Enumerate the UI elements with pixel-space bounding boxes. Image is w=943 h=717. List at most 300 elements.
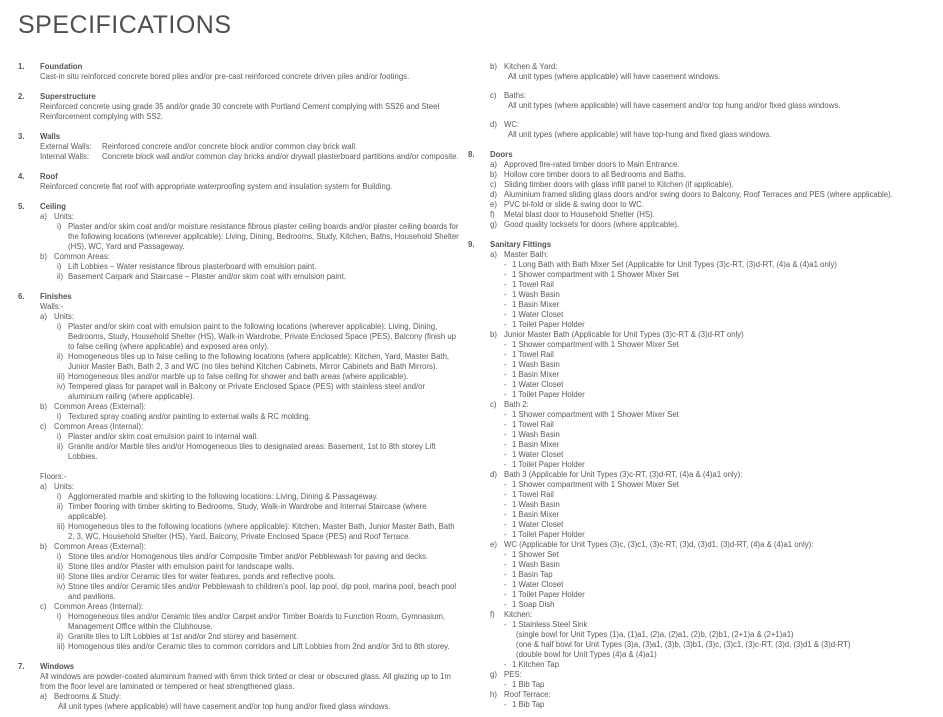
- item-row: [504, 260, 933, 270]
- section-body: [40, 672, 460, 712]
- item-text: 1 Basin Mixer: [512, 440, 560, 449]
- item-marker: a): [40, 692, 47, 701]
- item-label: External Walls:: [40, 142, 92, 151]
- item-text: 1 Toilet Paper Holder: [512, 460, 585, 469]
- item-row: [504, 410, 933, 420]
- item: [504, 72, 933, 82]
- item-text: Homogeneous tiles and/or marble up to false ceiling for shower and bath areas (where applicable).: [68, 372, 409, 381]
- item-text: 1 Water Closet: [512, 520, 564, 529]
- item: [490, 170, 933, 180]
- item-text: Cast-in situ reinforced concrete bored piles and/or pre-cast reinforced concrete driven piles and/or footings.: [40, 72, 410, 81]
- item: [504, 480, 933, 490]
- item-text: Textured spray coating and/or painting to external walls & RC molding.: [68, 412, 311, 421]
- section-number: 6.: [18, 292, 25, 301]
- item: [504, 560, 933, 570]
- item-marker: a): [490, 250, 497, 259]
- item-marker: -: [504, 430, 507, 439]
- section-heading: [18, 202, 460, 212]
- section-heading: [18, 132, 460, 142]
- item-row: [40, 152, 460, 162]
- item-text: 1 Towel Rail: [512, 420, 554, 429]
- item-row: [504, 320, 933, 330]
- item-text: WC (Applicable for Unit Types (3)c, (3)c1, (3)c-RT, (3)d, (3)d1, (3)d-RT, (4)a & (4)a1 only):: [504, 540, 814, 549]
- item: [504, 550, 933, 560]
- item-marker: e): [490, 200, 497, 209]
- item-row: [490, 690, 933, 700]
- item-text: Units:: [54, 482, 74, 491]
- section: [18, 662, 460, 712]
- item-marker: c): [490, 400, 497, 409]
- item: [504, 500, 933, 510]
- item-row: [40, 472, 460, 482]
- item: [504, 620, 933, 660]
- item-row: [57, 522, 460, 542]
- item-marker: -: [504, 380, 507, 389]
- item: [512, 650, 933, 660]
- item: [504, 370, 933, 380]
- item-text: Plaster and/or skim coat and/or moisture resistance fibrous plaster ceiling boards and/or plaster ceiling boards for the following locations (wherever applicable): Living, Dining, Bedrooms, Study, Kitchen, Baths, Household Shelter (HS), WC, Yard and Passageway.: [68, 222, 459, 251]
- item-text: Stone tiles and/or Plaster with emulsion paint for landscape walls.: [68, 562, 295, 571]
- item-row: [504, 550, 933, 560]
- item-row: [504, 510, 933, 520]
- item-text: Master Bath:: [504, 250, 549, 259]
- item-text: Plaster and/or skim coat with emulsion paint to the following locations (wherever applicable): Living, Dining, Bedrooms, Study, Household Shelter (HS), Walk-in Wardrobe, Private Enclosed Space (PES), Balcony (finish up to false ceiling (where applicable) and exposed area only).: [68, 322, 456, 351]
- item: [57, 372, 460, 382]
- item: [504, 310, 933, 320]
- item-text: 1 Towel Rail: [512, 280, 554, 289]
- item-children: [504, 130, 933, 140]
- item-text: 1 Water Closet: [512, 380, 564, 389]
- item-children: [54, 702, 460, 712]
- section-body: [40, 182, 460, 192]
- item-marker: -: [504, 580, 507, 589]
- item-text: 1 Wash Basin: [512, 500, 560, 509]
- item-text: 1 Shower compartment with 1 Shower Mixer Set: [512, 410, 679, 419]
- item-row: [504, 310, 933, 320]
- item-text: Stone tiles and/or Ceramic tiles and/or Pebblewash to children's pool, lap pool, dip pool, marina pool, beach pool and pavilions.: [68, 582, 457, 601]
- item-text: All unit types (where applicable) will have casement windows.: [508, 72, 721, 81]
- item: [504, 590, 933, 600]
- item-row: [504, 560, 933, 570]
- item-row: [40, 252, 460, 262]
- item-text: Bath 3 (Applicable for Unit Types (3)c-RT, (3)d-RT, (4)a & (4)a1 only):: [504, 470, 743, 479]
- item: [40, 312, 460, 402]
- item-text: Baths:: [504, 91, 527, 100]
- item-marker: iii): [57, 642, 65, 651]
- item-text: 1 Basin Mixer: [512, 370, 560, 379]
- item-text: Granite tiles to Lift Lobbies at 1st and/or 2nd storey and basement.: [68, 632, 299, 641]
- item-row: [504, 500, 933, 510]
- item: [57, 572, 460, 582]
- item-text: Approved fire-rated timber doors to Main Entrance.: [504, 160, 680, 169]
- section-heading: [18, 292, 460, 302]
- section-heading: [18, 92, 460, 102]
- item-marker: -: [504, 270, 507, 279]
- item-row: [40, 302, 460, 312]
- item-row: [504, 520, 933, 530]
- item-marker: i): [57, 222, 62, 231]
- item: [40, 72, 460, 82]
- item-marker: d): [490, 470, 497, 479]
- item-text: 1 Basin Mixer: [512, 300, 560, 309]
- section-title: Walls: [40, 132, 61, 141]
- item-row: [504, 480, 933, 490]
- section-number: 3.: [18, 132, 25, 141]
- item-text: Agglomerated marble and skirting to the following locations: Living, Dining & Passageway.: [68, 492, 379, 501]
- item-marker: ii): [57, 632, 64, 641]
- item: [504, 440, 933, 450]
- item-marker: -: [504, 590, 507, 599]
- section-number: 1.: [18, 62, 25, 71]
- item-row: [504, 660, 933, 670]
- item: [490, 690, 933, 710]
- item-text: Timber flooring with timber skirting to Bedrooms, Study, Walk-in Wardrobe and Internal Staircase (where applicable).: [68, 502, 427, 521]
- item-text: 1 Basin Mixer: [512, 510, 560, 519]
- item-marker: i): [57, 552, 62, 561]
- item-text: 1 Water Closet: [512, 580, 564, 589]
- item: [504, 530, 933, 540]
- item-row: [490, 200, 933, 210]
- item-row: [504, 360, 933, 370]
- columns-container: [18, 62, 933, 717]
- section-title: Sanitary Fittings: [490, 240, 552, 249]
- item-marker: a): [40, 482, 47, 491]
- item-row: [504, 390, 933, 400]
- item-text: 1 Basin Tap: [512, 570, 553, 579]
- item: [504, 320, 933, 330]
- item-text: (single bowl for Unit Types (1)a, (1)a1, (2)a, (2)a1, (2)b, (2)b1, (2+1)a & (2+1)a1): [516, 630, 794, 639]
- item-children: [57, 612, 460, 652]
- item: [504, 280, 933, 290]
- item: [57, 612, 460, 632]
- section-body: [40, 212, 460, 282]
- section: [18, 292, 460, 652]
- item-marker: iii): [57, 372, 65, 381]
- item-text: 1 Toilet Paper Holder: [512, 390, 585, 399]
- item-row: [57, 412, 460, 422]
- section-title: Finishes: [40, 292, 72, 301]
- item-label: Internal Walls:: [40, 152, 90, 161]
- item-marker: ii): [57, 352, 64, 361]
- item-row: [490, 180, 933, 190]
- item-row: [57, 262, 460, 272]
- item-row: [504, 450, 933, 460]
- item-marker: -: [504, 310, 507, 319]
- item-row: [504, 490, 933, 500]
- item-text: Units:: [54, 312, 74, 321]
- item: [40, 542, 460, 602]
- item: [490, 470, 933, 540]
- item-row: [490, 670, 933, 680]
- item-marker: iii): [57, 522, 65, 531]
- item-text: Common Areas (Internal):: [54, 422, 144, 431]
- item: [504, 450, 933, 460]
- item-marker: -: [504, 410, 507, 419]
- item-text: Reinforced concrete using grade 35 and/or grade 30 concrete with Portland Cement complying with SS26 and Steel Reinforcement complying with SS2.: [40, 102, 440, 121]
- item-row: [504, 101, 933, 111]
- item-children: [504, 101, 933, 111]
- item-marker: b): [490, 170, 497, 179]
- item-marker: a): [490, 160, 497, 169]
- item: [504, 510, 933, 520]
- item-marker: a): [40, 212, 47, 221]
- item-text: Reinforced concrete and/or concrete block and/or common clay brick wall.: [102, 142, 358, 151]
- item: [504, 420, 933, 430]
- item-marker: -: [504, 390, 507, 399]
- item-text: (one & half bowl for Unit Types (3)a, (3)a1, (3)b, (3)b1, (3)c, (3)c1, (3)c-RT, (3)d, (3)d1 & (3)d-RT): [516, 640, 851, 649]
- item-row: [504, 420, 933, 430]
- item-text: Units:: [54, 212, 74, 221]
- item-marker: e): [490, 540, 497, 549]
- item-row: [57, 552, 460, 562]
- item-text: Metal blast door to Household Shelter (HS).: [504, 210, 655, 219]
- item-text: Homogeneous tiles and/or Ceramic tiles and/or Carpet and/or Timber Boards to Function Room, Gymnasium, Management Office within the Clubhouse.: [68, 612, 446, 631]
- item-text: Homogeneous tiles to the following locations (where applicable): Kitchen, Master Bath, Junior Master Bath, Bath 2, 3, WC, Household Shelter (HS), Yard, Balcony, Private Enclosed Space (PES) and Roof Terrace.: [68, 522, 455, 541]
- item-row: [512, 640, 933, 650]
- item-marker: f): [490, 210, 495, 219]
- item-marker: c): [40, 602, 47, 611]
- item-marker: b): [40, 402, 47, 411]
- item-marker: iv): [57, 582, 66, 591]
- item: [504, 700, 933, 710]
- item-marker: -: [504, 320, 507, 329]
- item-marker: -: [504, 420, 507, 429]
- item: [57, 562, 460, 572]
- item-children: [504, 480, 933, 540]
- item-marker: -: [504, 500, 507, 509]
- item: [40, 602, 460, 652]
- item: [40, 102, 460, 122]
- section-body: [490, 250, 933, 710]
- item-text: Kitchen & Yard:: [504, 62, 558, 71]
- section-body: [490, 62, 933, 140]
- item: [40, 142, 460, 152]
- item: [57, 432, 460, 442]
- item-marker: iii): [57, 572, 65, 581]
- section-number: 2.: [18, 92, 25, 101]
- item-row: [504, 300, 933, 310]
- item-row: [57, 492, 460, 502]
- item-marker: -: [504, 450, 507, 459]
- item-text: All unit types (where applicable) will have casement and/or top hung and/or fixed glass windows.: [58, 702, 391, 711]
- item-row: [40, 212, 460, 222]
- item: [57, 582, 460, 602]
- item: [504, 430, 933, 440]
- item-text: Sliding timber doors with glass infill panel to Kitchen (if applicable).: [504, 180, 734, 189]
- item-marker: -: [504, 550, 507, 559]
- item-text: 1 Shower compartment with 1 Shower Mixer Set: [512, 340, 679, 349]
- item-text: Lift Lobbies – Water resistance fibrous plasterboard with emulsion paint.: [68, 262, 317, 271]
- item-text: PES:: [504, 670, 522, 679]
- item: [504, 340, 933, 350]
- item-text: Stone tiles and/or Homogenous tiles and/or Composite Timber and/or Pebblewash for paving and decks.: [68, 552, 429, 561]
- item-marker: c): [490, 180, 497, 189]
- item-text: All windows are powder-coated aluminium framed with 6mm thick tinted or clear or obscured glass. All glazing up to 1m from the floor level are laminated or tempered or heat strengthened glass.: [40, 672, 451, 691]
- item: [40, 472, 460, 482]
- item-row: [504, 530, 933, 540]
- item-text: Basement Carpark and Staircase – Plaster and/or skim coat with emulsion paint.: [68, 272, 346, 281]
- item: [504, 570, 933, 580]
- item-row: [54, 702, 460, 712]
- item-marker: i): [57, 492, 62, 501]
- item: [504, 680, 933, 690]
- item-text: 1 Shower compartment with 1 Shower Mixer Set: [512, 480, 679, 489]
- item-marker: -: [504, 260, 507, 269]
- item: [57, 552, 460, 562]
- item-row: [40, 672, 460, 692]
- item: [490, 200, 933, 210]
- item-marker: g): [490, 220, 497, 229]
- item-row: [40, 402, 460, 412]
- item-children: [504, 72, 933, 82]
- left-column: [18, 62, 460, 717]
- item-row: [57, 632, 460, 642]
- item-row: [504, 130, 933, 140]
- section-heading: [18, 662, 460, 672]
- item-text: Floors:-: [40, 472, 67, 481]
- item-text: 1 Long Bath with Bath Mixer Set (Applicable for Unit Types (3)c-RT, (3)d-RT, (4)a & (4)a1 only): [512, 260, 838, 269]
- section-number: 8.: [468, 150, 475, 159]
- section-body: [490, 160, 933, 230]
- item-children: [504, 620, 933, 670]
- item-row: [504, 600, 933, 610]
- item: [490, 540, 933, 610]
- item-marker: -: [504, 660, 507, 669]
- item-text: 1 Wash Basin: [512, 360, 560, 369]
- item-marker: -: [504, 490, 507, 499]
- item-children: [57, 492, 460, 542]
- item-text: Kitchen:: [504, 610, 533, 619]
- item: [512, 640, 933, 650]
- item-text: Stone tiles and/or Ceramic tiles for water features, ponds and reflective pools.: [68, 572, 336, 581]
- item: [40, 212, 460, 252]
- item-children: [504, 700, 933, 710]
- item: [40, 672, 460, 692]
- item-text: Reinforced concrete flat roof with appropriate waterproofing system and insulation system for Building.: [40, 182, 393, 191]
- item-row: [490, 400, 933, 410]
- item: [57, 522, 460, 542]
- item: [512, 630, 933, 640]
- item: [504, 290, 933, 300]
- item-text: 1 Bib Tap: [512, 680, 545, 689]
- item-row: [504, 580, 933, 590]
- item-marker: -: [504, 460, 507, 469]
- item-row: [504, 380, 933, 390]
- item-text: PVC bi-fold or slide & swing door to WC.: [504, 200, 644, 209]
- item-text: Bedrooms & Study:: [54, 692, 122, 701]
- item-marker: -: [504, 350, 507, 359]
- item-row: [504, 700, 933, 710]
- item-text: Junior Master Bath (Applicable for Unit Types (3)c-RT & (3)d-RT only): [504, 330, 744, 339]
- section-title: Windows: [40, 662, 75, 671]
- item-row: [512, 630, 933, 640]
- section-number: 5.: [18, 202, 25, 211]
- item-text: 1 Wash Basin: [512, 290, 560, 299]
- item-row: [57, 322, 460, 352]
- item-children: [57, 322, 460, 402]
- section: [468, 150, 933, 230]
- item: [57, 382, 460, 402]
- item: [490, 210, 933, 220]
- item-row: [490, 330, 933, 340]
- item-marker: h): [490, 690, 497, 699]
- item: [490, 62, 933, 82]
- item-children: [504, 410, 933, 470]
- item-marker: -: [504, 440, 507, 449]
- item-row: [490, 170, 933, 180]
- item-marker: a): [40, 312, 47, 321]
- item-row: [57, 372, 460, 382]
- item-marker: d): [490, 190, 497, 199]
- item-text: 1 Shower compartment with 1 Shower Mixer Set: [512, 270, 679, 279]
- item-marker: b): [40, 252, 47, 261]
- item-text: Common Areas:: [54, 252, 110, 261]
- item: [504, 380, 933, 390]
- item-marker: -: [504, 700, 507, 709]
- item-row: [504, 430, 933, 440]
- item-text: 1 Kitchen Tap: [512, 660, 560, 669]
- item-row: [57, 582, 460, 602]
- page-title: SPECIFICATIONS: [18, 11, 232, 39]
- item: [57, 322, 460, 352]
- item-row: [57, 562, 460, 572]
- item-children: [57, 432, 460, 462]
- item: [504, 600, 933, 610]
- item-text: Plaster and/or skim coat emulsion paint to internal wall.: [68, 432, 259, 441]
- item: [57, 642, 460, 652]
- item-row: [504, 680, 933, 690]
- item-text: WC:: [504, 120, 520, 129]
- item-children: [57, 222, 460, 252]
- item-marker: -: [504, 480, 507, 489]
- item-marker: -: [504, 340, 507, 349]
- item-row: [504, 440, 933, 450]
- item-row: [504, 340, 933, 350]
- item-row: [490, 62, 933, 72]
- item-marker: ii): [57, 562, 64, 571]
- item-row: [40, 312, 460, 322]
- item-marker: i): [57, 262, 62, 271]
- item-children: [57, 412, 460, 422]
- item-row: [40, 422, 460, 432]
- item-row: [40, 182, 460, 192]
- item-row: [490, 540, 933, 550]
- item-row: [490, 250, 933, 260]
- item: [504, 660, 933, 670]
- item: [57, 412, 460, 422]
- item: [490, 400, 933, 470]
- section-body: [40, 72, 460, 82]
- item-text: Concrete block wall and/or common clay bricks and/or drywall plasterboard partitions and/or composite.: [102, 152, 459, 161]
- item: [57, 502, 460, 522]
- item: [57, 632, 460, 642]
- item: [40, 152, 460, 162]
- section-title: Foundation: [40, 62, 83, 71]
- item-marker: ii): [57, 272, 64, 281]
- item-row: [57, 502, 460, 522]
- item-text: 1 Bib Tap: [512, 700, 545, 709]
- item: [57, 222, 460, 252]
- item-row: [504, 620, 933, 630]
- item: [57, 352, 460, 372]
- item-text: Common Areas (External):: [54, 542, 146, 551]
- item-row: [512, 650, 933, 660]
- item: [490, 180, 933, 190]
- item: [57, 442, 460, 462]
- item: [490, 330, 933, 400]
- section-title: Roof: [40, 172, 58, 181]
- item-text: 1 Soap Dish: [512, 600, 555, 609]
